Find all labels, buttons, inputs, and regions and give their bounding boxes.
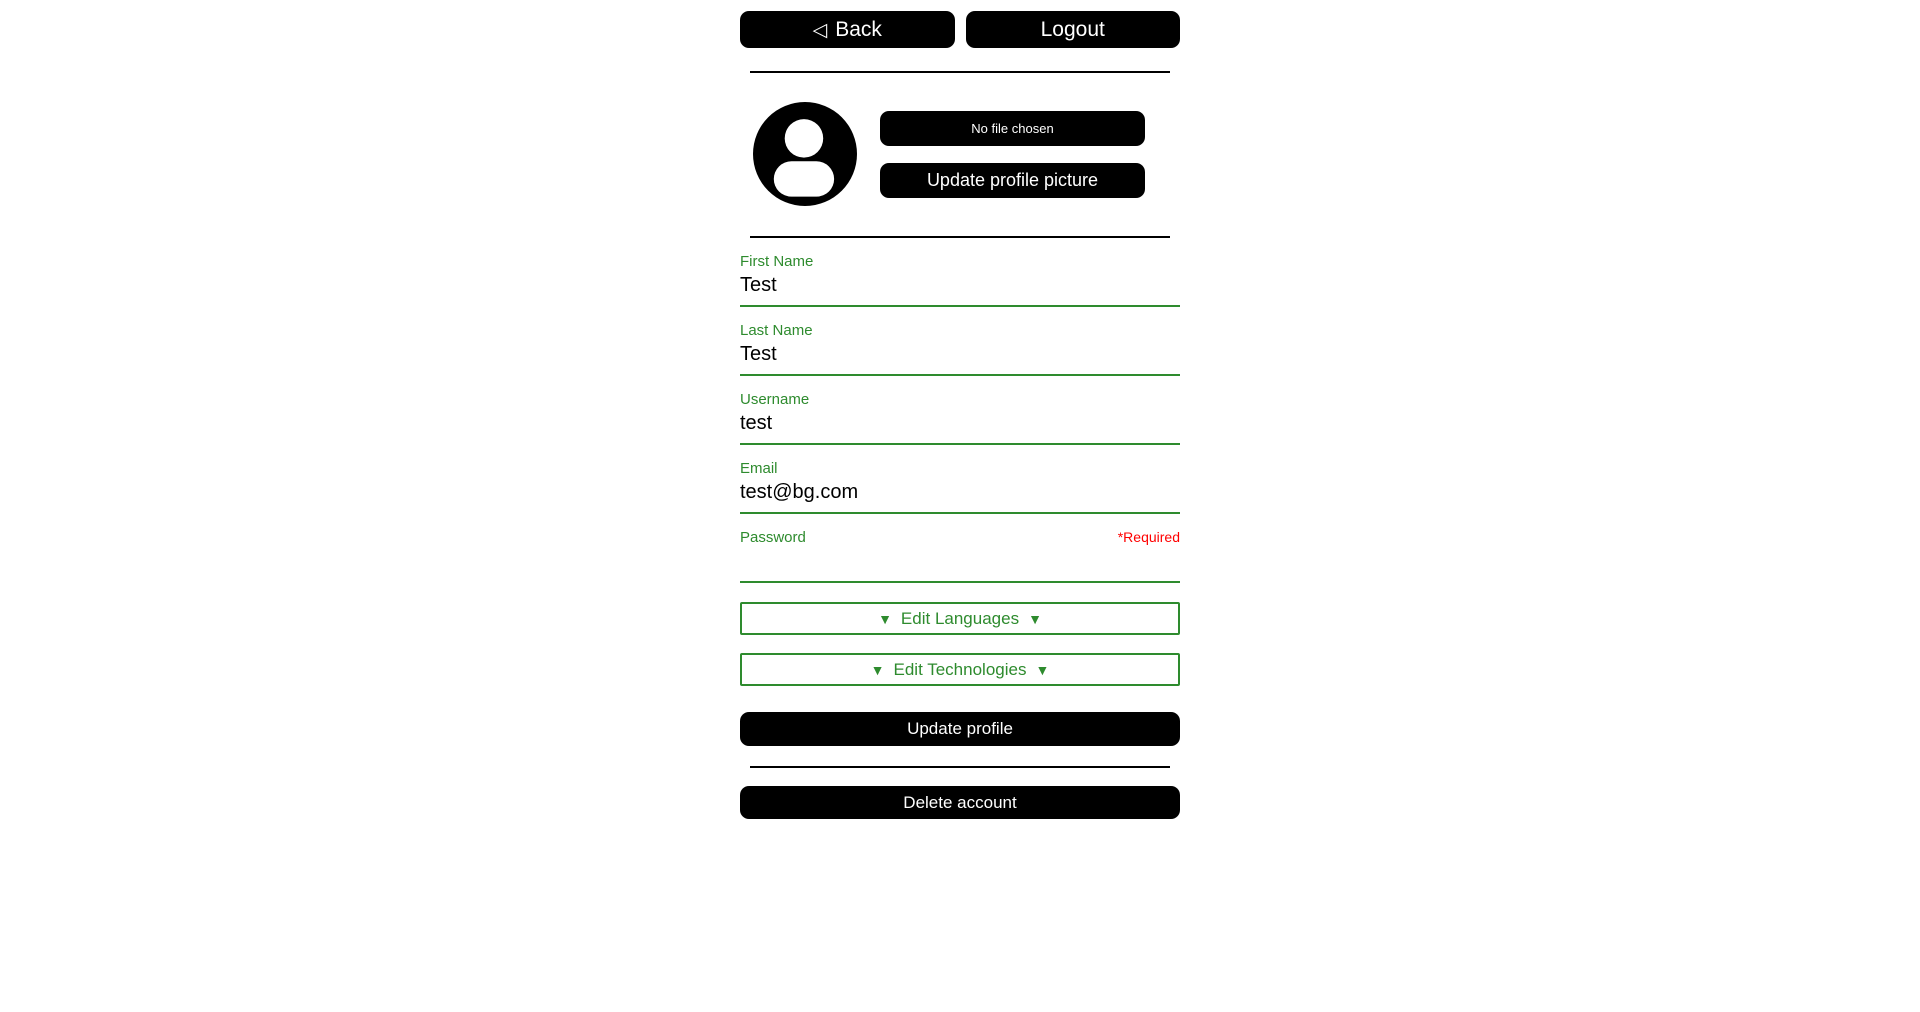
chevron-down-icon: ▼ — [1035, 661, 1050, 678]
password-input[interactable] — [740, 546, 1180, 583]
divider-picture — [750, 236, 1170, 238]
back-button[interactable] — [740, 11, 955, 48]
profile-picture-file-input[interactable] — [880, 111, 1145, 146]
logout-button-label: Logout — [1040, 17, 1105, 41]
logout-button[interactable] — [966, 11, 1181, 48]
update-profile-label: Update profile — [907, 719, 1013, 738]
file-input-status-label: No file chosen — [971, 120, 1054, 136]
back-button-label: Back — [835, 17, 882, 41]
edit-technologies-label: Edit Technologies — [893, 659, 1027, 679]
password-required-note: *Required — [1117, 529, 1180, 545]
username-field — [740, 391, 1180, 445]
update-profile-picture-button[interactable] — [880, 163, 1145, 198]
email-field — [740, 460, 1180, 514]
person-avatar-icon — [753, 102, 857, 206]
chevron-down-icon: ▼ — [878, 610, 892, 627]
back-arrow-icon: ◁ — [812, 20, 828, 41]
delete-account-button[interactable] — [740, 786, 1180, 819]
last-name-field — [740, 322, 1180, 376]
first-name-label: First Name — [740, 253, 814, 270]
edit-technologies-button[interactable] — [740, 653, 1180, 686]
first-name-input[interactable] — [740, 270, 1180, 307]
edit-languages-label: Edit Languages — [900, 608, 1020, 628]
username-input[interactable] — [740, 408, 1180, 445]
password-label: Password — [740, 529, 806, 546]
first-name-field — [740, 253, 1180, 307]
update-profile-picture-label: Update profile picture — [926, 169, 1099, 190]
profile-page — [740, 0, 1180, 819]
divider-delete — [750, 766, 1170, 768]
avatar — [753, 102, 857, 206]
last-name-label: Last Name — [740, 322, 813, 339]
delete-account-label: Delete account — [903, 792, 1017, 812]
email-input[interactable] — [740, 477, 1180, 514]
email-label: Email — [740, 460, 778, 477]
chevron-down-icon: ▼ — [1028, 610, 1042, 627]
last-name-input[interactable] — [740, 339, 1180, 376]
profile-picture-section — [740, 73, 1180, 236]
edit-languages-button[interactable] — [740, 602, 1180, 635]
username-label: Username — [740, 391, 810, 408]
top-button-row — [740, 11, 1180, 48]
update-profile-button[interactable] — [740, 712, 1180, 746]
password-field — [740, 529, 1180, 583]
chevron-down-icon: ▼ — [870, 661, 885, 678]
picture-buttons — [880, 111, 1145, 198]
